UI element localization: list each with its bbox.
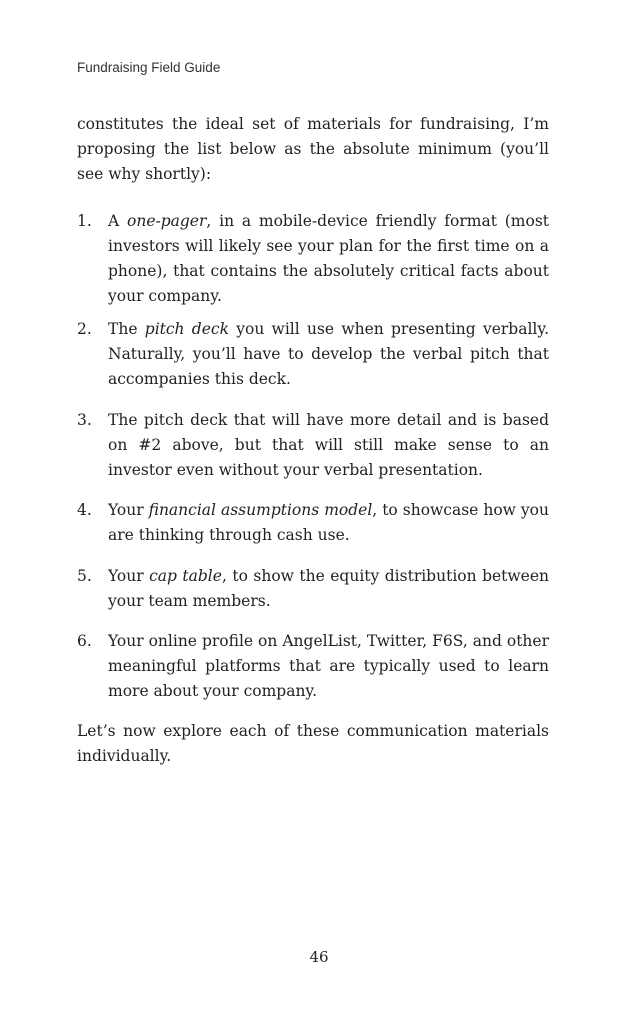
page-number: 46 <box>309 948 329 966</box>
list-item-text: A one-pager, in a mobile-device friendly format (most investors will likely see your plan for the first time on a phone), that contains the absolutely critical facts about your company. <box>108 212 549 305</box>
list-item-text: The pitch deck you will use when presenting verbally. Naturally, you’ll have to develop the verbal pitch that accompanies this deck. <box>108 320 549 388</box>
list-item-emphasis: cap table <box>149 567 222 585</box>
list-item-emphasis: pitch deck <box>144 320 229 338</box>
list-item-number: 4. <box>77 501 92 519</box>
running-header: Fundraising Field Guide <box>77 60 221 75</box>
list-item-number: 3. <box>77 411 92 429</box>
list-item-text: Your cap table, to show the equity distribution between your team members. <box>108 567 549 610</box>
list-item-number: 1. <box>77 212 92 230</box>
list-item-text: The pitch deck that will have more detail and is based on #2 above, but that will still make sense to an investor even without your verbal presentation. <box>108 411 549 479</box>
closing-paragraph: Let’s now explore each of these communication materials individually. <box>77 722 549 765</box>
intro-paragraph: constitutes the ideal set of materials for fundraising, I’m proposing the list below as the absolute minimum (you’ll see why shortly): <box>77 115 549 183</box>
list-item-emphasis: one-pager <box>127 212 207 230</box>
list-item-number: 6. <box>77 632 92 650</box>
list-item-text: Your financial assumptions model, to showcase how you are thinking through cash use. <box>108 501 549 544</box>
list-item-number: 2. <box>77 320 92 338</box>
list-item-text: Your online profile on AngelList, Twitter, F6S, and other meaningful platforms that are typically used to learn more about your company. <box>108 632 549 700</box>
list-item-emphasis: financial assumptions model <box>148 501 373 519</box>
list-item-number: 5. <box>77 567 92 585</box>
